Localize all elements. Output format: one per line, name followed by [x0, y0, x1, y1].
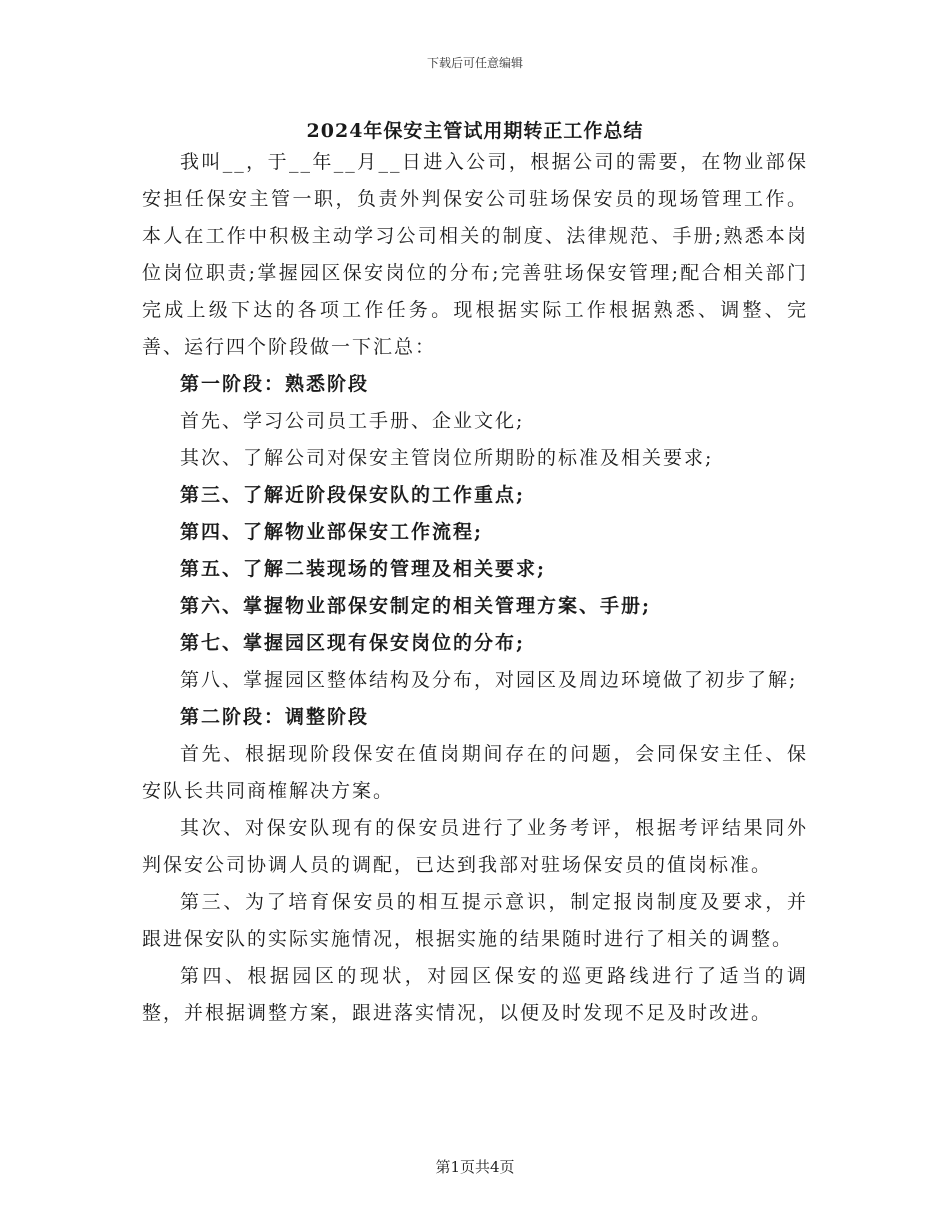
- paragraph: 第三、了解近阶段保安队的工作重点;: [180, 484, 526, 506]
- paragraph: 第五、了解二装现场的管理及相关要求;: [180, 558, 547, 580]
- paragraph: 其次、了解公司对保安主管岗位所期盼的标准及相关要求;: [180, 447, 714, 469]
- paragraph: 第四、根据园区的现状，对园区保安的巡更路线进行了适当的调整，并根据调整方案，跟进落实情况，以便及时发现不足及时改进。: [142, 965, 808, 1024]
- paragraph: 我叫__，于__年__月__日进入公司，根据公司的需要，在物业部保安担任保安主管一职，负责外判保安公司驻场保安员的现场管理工作。本人在工作中积极主动学习公司相关的制度、法律规范、手册;熟悉本岗位岗位职责;掌握园区保安岗位的分布;完善驻场保安管理;配合相关部门完成上级下达的各项工作任务。现根据实际工作根据熟悉、调整、完善、运行四个阶段做一下汇总：: [142, 151, 808, 358]
- paragraph: 第二阶段：调整阶段: [180, 706, 370, 728]
- paragraph: 首先、根据现阶段保安在值岗期间存在的问题，会同保安主任、保安队长共同商榷解决方案。: [142, 743, 808, 802]
- paragraph: 第三、为了培育保安员的相互提示意识，制定报岗制度及要求，并跟进保安队的实际实施情况，根据实施的结果随时进行了相关的调整。: [142, 891, 808, 950]
- paragraph: 第六、掌握物业部保安制定的相关管理方案、手册;: [180, 595, 652, 617]
- paragraph: 第七、掌握园区现有保安岗位的分布;: [180, 632, 526, 654]
- paragraph: 其次、对保安队现有的保安员进行了业务考评，根据考评结果同外判保安公司协调人员的调配，已达到我部对驻场保安员的值岗标准。: [142, 817, 808, 876]
- paragraph: 第八、掌握园区整体结构及分布，对园区及周边环境做了初步了解;: [180, 669, 798, 691]
- paragraph: 首先、学习公司员工手册、企业文化;: [180, 410, 525, 432]
- document-title: 2024年保安主管试用期转正工作总结: [306, 120, 644, 142]
- document-body: [142, 144, 808, 1032]
- paragraph: 第四、了解物业部保安工作流程;: [180, 521, 484, 543]
- paragraph: 第一阶段：熟悉阶段: [180, 373, 370, 395]
- header-note: 下载后可任意编辑: [426, 56, 523, 70]
- page-footer: 第1页共4页: [435, 1158, 515, 1176]
